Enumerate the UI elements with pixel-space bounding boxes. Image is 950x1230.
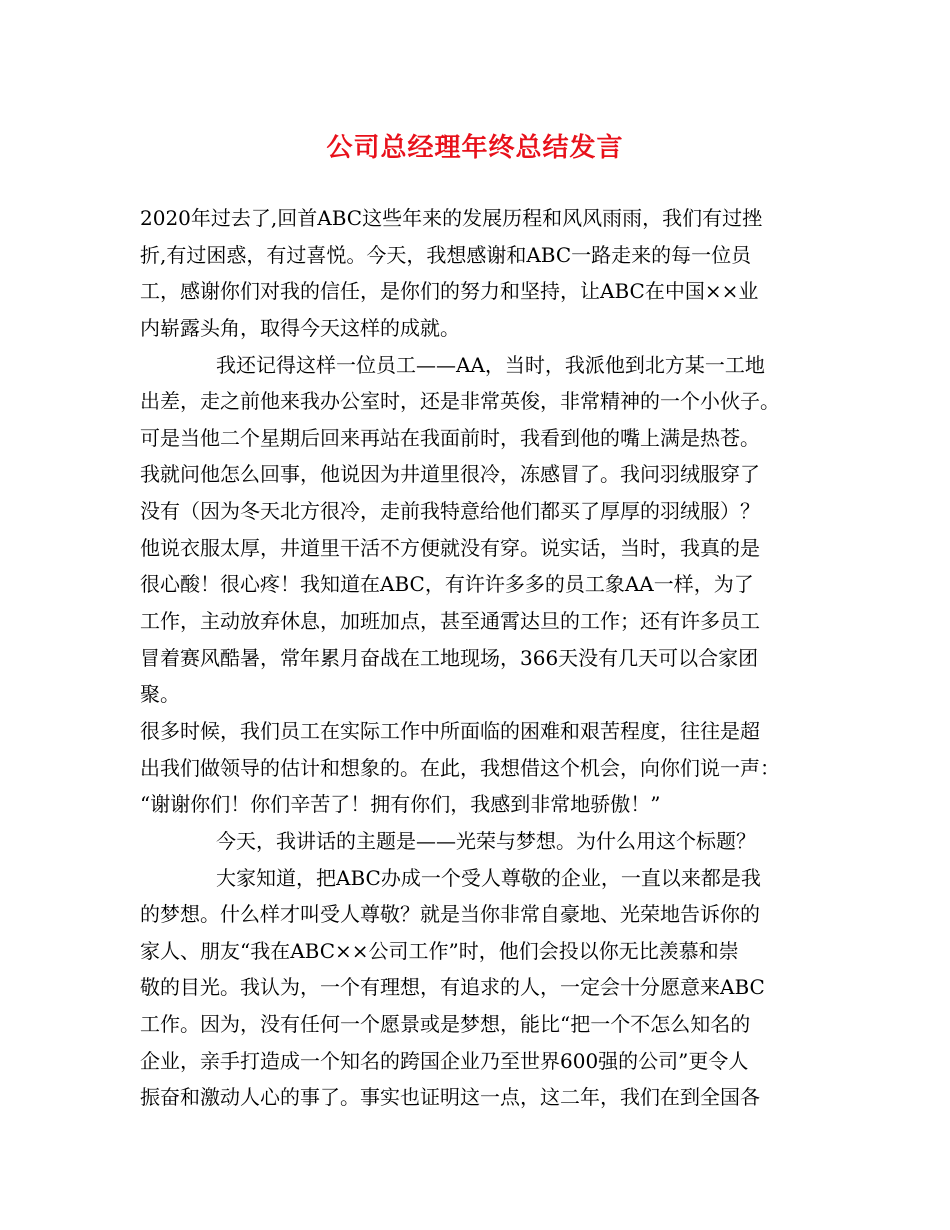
text-line: 家人、朋友“我在ABC××公司工作”时，他们会投以你无比羡慕和崇 [140,938,739,963]
text-line: 大家知道，把ABC办成一个受人尊敬的企业，一直以来都是我 [216,865,761,890]
document-body [140,200,820,1116]
text-line: 冒着赛风酷暑，常年累月奋战在工地现场，366天没有几天可以合家团 [140,645,759,670]
text-line: 他说衣服太厚，井道里干活不方便就没有穿。说实话，当时，我真的是 [140,535,760,560]
document-title: 公司总经理年终总结发言 [326,133,624,163]
text-line: 我就问他怎么回事，他说因为井道里很冷，冻感冒了。我问羽绒服穿了 [140,462,760,487]
text-line: 敬的目光。我认为，一个有理想，有追求的人，一定会十分愿意来ABC [140,975,765,1000]
text-line: “谢谢你们！你们辛苦了！拥有你们，我感到非常地骄傲！” [140,792,661,817]
text-line: 很心酸！很心疼！我知道在ABC，有许许多多的员工象AA一样，为了 [140,572,754,597]
text-line: 没有（因为冬天北方很冷，走前我特意给他们都买了厚厚的羽绒服）？ [140,499,760,524]
text-line: 企业，亲手打造成一个知名的跨国企业乃至世界600强的公司”更令人 [140,1048,749,1073]
text-line: 可是当他二个星期后回来再站在我面前时，我看到他的嘴上满是热苍。 [140,425,760,450]
text-line: 工作，主动放弃休息，加班加点，甚至通霄达旦的工作；还有许多员工 [140,609,760,634]
text-line: 折,有过困惑，有过喜悦。今天，我想感谢和ABC一路走来的每一位员 [140,242,752,267]
text-line: 工作。因为，没有任何一个愿景或是梦想，能比“把一个不怎么知名的 [140,1012,751,1037]
text-line: 我还记得这样一位员工——AA，当时，我派他到北方某一工地 [216,352,765,377]
text-line: 很多时候，我们员工在实际工作中所面临的困难和艰苦程度，往往是超 [140,718,760,743]
text-line: 内崭露头角，取得今天这样的成就。 [140,315,460,340]
text-line: 出差，走之前他来我办公室时，还是非常英俊，非常精神的一个小伙子。 [140,389,780,414]
text-line: 今天，我讲话的主题是——光荣与梦想。为什么用这个标题？ [216,828,756,853]
text-line: 振奋和激动人心的事了。事实也证明这一点，这二年，我们在到全国各 [140,1085,760,1110]
text-line: 的梦想。什么样才叫受人尊敬？就是当你非常自豪地、光荣地告诉你的 [140,902,760,927]
text-line: 工，感谢你们对我的信任，是你们的努力和坚持，让ABC在中国××业 [140,279,759,304]
text-line: 聚。 [140,682,180,707]
text-line: 2020年过去了,回首ABC这些年来的发展历程和风风雨雨，我们有过挫 [140,206,763,230]
text-line: 出我们做领导的估计和想象的。在此，我想借这个机会，向你们说一声： [140,755,780,780]
